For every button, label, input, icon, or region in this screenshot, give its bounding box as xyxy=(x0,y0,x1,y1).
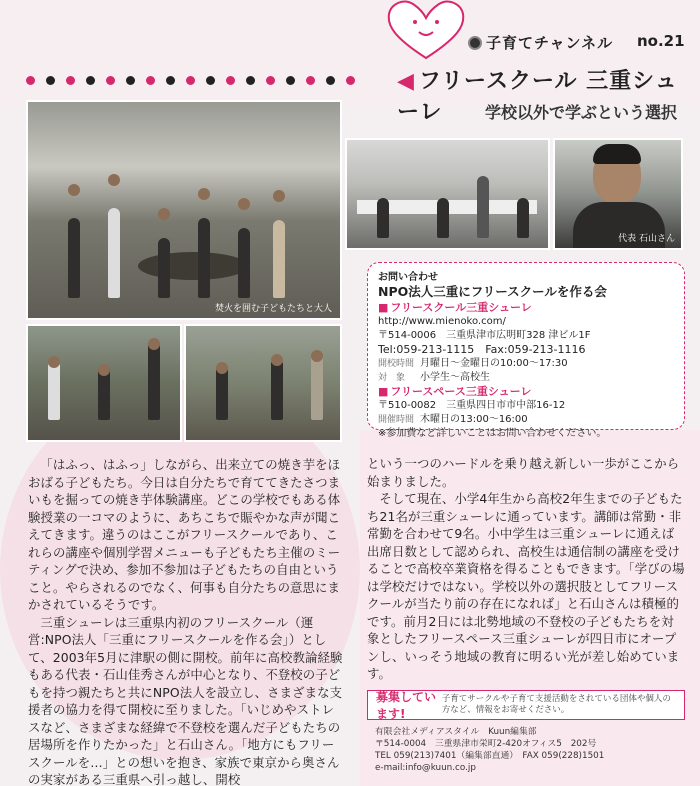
contact-label: お問い合わせ xyxy=(378,272,438,283)
article-paragraph: 「はふっ、はふっ」しながら、出来立ての焼き芋をほおばる子どもたち。今日は自分たちで育ててきたさつまいもを掘っての焼き芋体験講座。どこの学校でもある体験授業の一コマのように、あちこちで賑やかな声が聞こえてきます。違うのはここがフリースクールであり、これらの講座や個別学習メニューも子どもたち主催のミーティングで決め、参加不参加は子どもたちの自由ということ。やらされるのでなく、何事も自分たちの意思にまかされているそうです。 xyxy=(28,457,341,612)
recruit-heading: 募集しています! xyxy=(376,690,437,721)
recruit-desc: 子育てサークルや子育て支援活動をされている団体や個人の方など、情報をお寄せください。 xyxy=(441,694,671,715)
contact-org: NPO法人三重にフリースクールを作る会 xyxy=(378,284,607,299)
photo-digging xyxy=(26,324,182,442)
free-space-address: 〒510-0082 三重県四日市市中部16-12 xyxy=(378,400,566,411)
free-space-hours: 木曜日の13:00～16:00 xyxy=(420,414,528,425)
title-arrow-icon: ◀ xyxy=(397,69,415,94)
recruit-box xyxy=(367,690,685,720)
free-space-heading: ■ フリースペース三重シューレ xyxy=(378,385,674,399)
article-body-left xyxy=(28,456,346,786)
channel-dot-icon xyxy=(468,36,482,50)
target-tag: 対 象 xyxy=(378,373,406,383)
article-title: ◀ フリースクール 三重シューレ xyxy=(397,69,678,125)
article-body-right xyxy=(367,455,685,683)
article-paragraph: そして現在、小学4年生から高校2年生までの子どもたち21名が三重シューレに通っています。講師は常勤・非常勤を合わせて9名。小中学生は三重シューレに通えば出席日数として認められ、高校生は通信制の講座を受けることで高校卒業資格を得ることもできます。「学びの場は学校だけではない。学校以外の選択肢としてフリースクールが当たり前の存在になれば」と石山さんは積極的です。前月2日には北勢地域の不登校の子どもたちを対象としたフリースペース三重シューレが四日市にオープンし、いっそう地域の教育に明るい光が差し始めています。 xyxy=(367,491,685,681)
channel-label: 子育てチャンネル xyxy=(468,32,613,53)
article-paragraph: という一つのハードルを乗り越え新しい一歩がここから始まりました。 xyxy=(367,456,680,489)
contact-box xyxy=(367,262,685,439)
free-school-hours: 月曜日～金曜日の10:00～17:30 xyxy=(420,358,568,369)
free-school-address: 〒514-0006 三重県津市広明町328 津ビル1F xyxy=(378,330,591,341)
publisher-phone: TEL 059(213)7401（編集部直通） FAX 059(228)1501 xyxy=(375,751,605,761)
publisher-info xyxy=(375,726,685,774)
publisher-address: 〒514-0004 三重県津市栄町2-420オフィス5 202号 xyxy=(375,739,597,749)
free-school-url[interactable]: http://www.mienoko.com/ xyxy=(378,316,506,327)
contact-note: ※参加費など詳しいことはお問い合わせください。 xyxy=(378,428,607,439)
free-school-tel: Tel:059-213-1115 Fax:059-213-1116 xyxy=(378,343,586,356)
article-subtitle: 学校以外で学ぶという選択 xyxy=(485,103,678,122)
space-hours-tag: 開催時間 xyxy=(378,415,415,425)
dots-divider-left xyxy=(26,76,366,86)
photo-classroom xyxy=(345,138,550,250)
photo-portrait xyxy=(553,138,683,250)
publisher-name: 有限会社メディアスタイル Kuun編集部 xyxy=(375,727,537,737)
photo-field xyxy=(184,324,342,442)
photo-campfire xyxy=(26,100,342,320)
article-paragraph: 三重シューレは三重県内初のフリースクール（運営:NPO法人「三重にフリースクールを作る会」）として、2003年5月に津駅の側に開校。前年に高校教論経験もある代表・石山佳秀さんが中心となり、不登校の子どもを持つ親たちと共にNPO法人を設立し、さまざまな支援者の協力を得て開校に至りました。「いじめやストレスなど、さまざまな経緯で不登校を選んだ子どもたちの居場所を作りたかった」と石山さん。「地方にもフリースクールを…」との想いを抱き、家族で東京から奥さんの実家がある三重県へ引っ越し、開校 xyxy=(28,614,343,786)
issue-number: no.21 xyxy=(637,32,685,50)
free-school-heading: ■ フリースクール三重シューレ xyxy=(378,301,674,315)
publisher-email[interactable]: e-mail:info@kuun.co.jp xyxy=(375,763,476,773)
hours-tag: 開校時間 xyxy=(378,359,415,369)
free-school-target: 小学生～高校生 xyxy=(420,372,490,383)
portrait-caption: 代表 石山さん xyxy=(618,234,675,244)
photo-caption: 焚火を囲む子どもたちと大人 xyxy=(214,304,332,314)
heart-logo-icon xyxy=(385,0,467,62)
